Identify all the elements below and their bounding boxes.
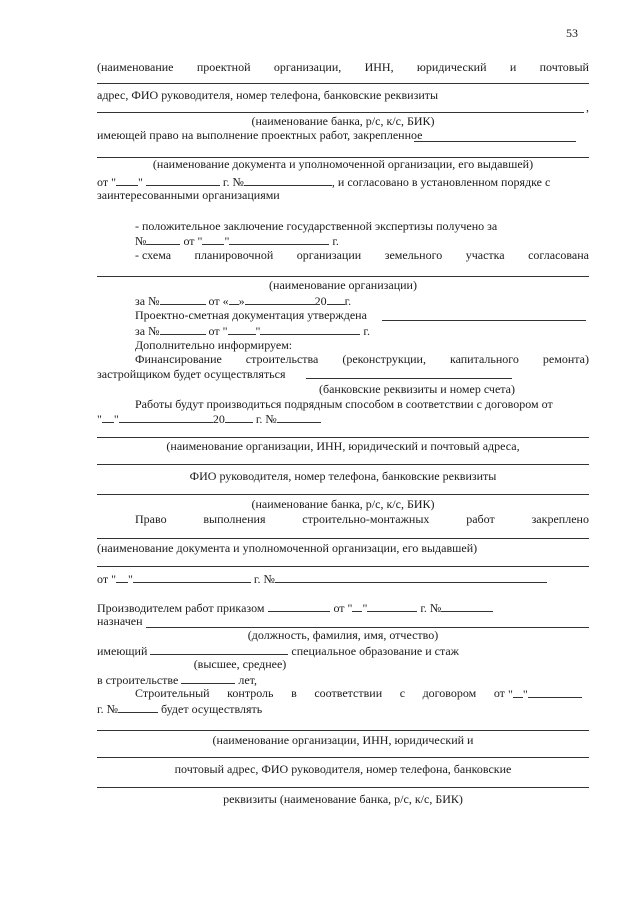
construction-control-line	[135, 686, 505, 700]
date-line-2: от " " г. №	[97, 571, 547, 586]
construction-right-word: выполнения	[203, 512, 266, 526]
interested-orgs-label: заинтересованными организациями	[97, 188, 280, 202]
construction-control-word: соответствии	[314, 686, 383, 700]
expertise-label: - положительное заключение государственной экспертизы получено за	[135, 219, 498, 233]
caption-org-1: (наименование организации)	[269, 278, 417, 292]
caption-fio: ФИО руководителя, номер телефона, банковские реквизиты	[189, 469, 497, 483]
construction-right-line	[135, 512, 589, 526]
financing-word: Финансирование	[135, 352, 222, 366]
planning-org-blank[interactable]	[97, 276, 589, 277]
construction-control-word: от	[493, 686, 505, 700]
project-org-word: организации,	[273, 60, 342, 74]
work-manager-order-line: Производителем работ приказом от " " г. №	[97, 600, 493, 615]
planning-scheme-word: участка	[465, 248, 505, 262]
caption-doc-1: (наименование документа и уполномоченной организации, его выдавшей)	[152, 157, 534, 171]
estimate-approved-label: Проектно-сметная документация утверждена	[135, 308, 367, 322]
project-org-label-line	[97, 60, 589, 74]
caption-bank-1: (наименование банка, р/с, к/с, БИК)	[251, 114, 435, 128]
project-org-word: проектной	[196, 60, 251, 74]
project-org-word: и	[509, 60, 517, 74]
project-org-address-label: адрес, ФИО руководителя, номер телефона, банковские реквизиты	[97, 88, 439, 102]
caption-bank-account: (банковские реквизиты и номер счета)	[319, 382, 515, 396]
control-date: " "	[508, 686, 582, 701]
construction-right-word: Право	[135, 512, 167, 526]
control-bank-blank[interactable]	[97, 787, 589, 788]
additional-info-label: Дополнительно информируем:	[135, 338, 293, 352]
estimate-number-line: за № от " " г.	[135, 324, 370, 338]
control-address-blank[interactable]	[97, 757, 589, 758]
construction-control-word: договором	[422, 686, 477, 700]
control-number-line: г. № будет осуществлять	[97, 702, 263, 716]
caption-doc-2: (наименование документа и уполномоченной организации, его выдавшей)	[97, 541, 478, 555]
rule-line-2	[97, 566, 589, 567]
education-line: имеющий специальное образование и стаж	[97, 644, 459, 658]
caption-bank-2: (наименование банка, р/с, к/с, БИК)	[251, 497, 435, 511]
caption-education: (высшее, среднее)	[193, 657, 287, 671]
control-org-blank[interactable]	[97, 730, 589, 731]
construction-control-word: контроль	[227, 686, 274, 700]
caption-bank-3: реквизиты (наименование банка, р/с, к/с, БИК)	[223, 792, 463, 806]
construction-right-word: закреплено	[531, 512, 589, 526]
planning-scheme-word: организации	[296, 248, 362, 262]
construction-control-word: с	[399, 686, 406, 700]
project-org-word: юридический	[416, 60, 487, 74]
contract-works-label: Работы будут производиться подрядным способом в соответствии с договором от	[135, 397, 553, 411]
contract-date-line: " " 20 г. №	[97, 411, 321, 426]
project-org-word: ИНН,	[364, 60, 394, 74]
planning-number-line: за № от « » 20 г.	[135, 294, 352, 308]
construction-control-word: в	[291, 686, 297, 700]
contractor-org-blank[interactable]	[97, 437, 589, 438]
financing-word: капитального	[449, 352, 519, 366]
project-org-word: почтовый	[539, 60, 589, 74]
caption-org-2: (наименование организации, ИНН, юридический и почтовый адреса,	[166, 439, 520, 453]
project-org-word: (наименование	[97, 60, 174, 74]
planning-scheme-line	[135, 248, 589, 262]
financing-word: строительства	[245, 352, 319, 366]
date-line-1: от " " г. № , и согласовано в установленном порядке с	[97, 175, 551, 189]
doc-name-blank-2[interactable]	[97, 538, 589, 539]
bank-details-blank[interactable]	[97, 112, 584, 113]
planning-scheme-word: - схема	[135, 248, 172, 262]
planning-scheme-word: планировочной	[194, 248, 274, 262]
comma: ,	[586, 100, 589, 114]
caption-address: почтовый адрес, ФИО руководителя, номер телефона, банковские	[174, 762, 512, 776]
design-right-label: имеющей право на выполнение проектных работ, закрепленное	[97, 128, 423, 142]
planning-scheme-word: земельного	[384, 248, 443, 262]
financing-word: (реконструкции,	[342, 352, 426, 366]
financing-developer-label: застройщиком будет осуществляться	[97, 367, 286, 381]
contractor-fio-blank[interactable]	[97, 464, 589, 465]
experience-line: в строительстве лет,	[97, 673, 257, 687]
caption-position: (должность, фамилия, имя, отчество)	[247, 628, 439, 642]
page-number: 53	[566, 26, 578, 40]
bank-account-blank[interactable]	[306, 378, 512, 379]
caption-org-3: (наименование организации, ИНН, юридический и	[212, 733, 474, 747]
rule-line	[97, 83, 589, 84]
construction-right-word: работ	[466, 512, 495, 526]
design-right-blank[interactable]	[414, 141, 576, 142]
construction-right-word: строительно-монтажных	[302, 512, 430, 526]
appointed-label: назначен	[97, 614, 143, 628]
planning-scheme-word: согласована	[528, 248, 589, 262]
estimate-approved-blank[interactable]	[382, 320, 586, 321]
construction-control-word: Строительный	[135, 686, 210, 700]
expertise-number-line: № от " " г.	[135, 234, 339, 248]
financing-word: ремонта)	[542, 352, 589, 366]
financing-line	[135, 352, 589, 366]
contractor-bank-blank[interactable]	[97, 494, 589, 495]
